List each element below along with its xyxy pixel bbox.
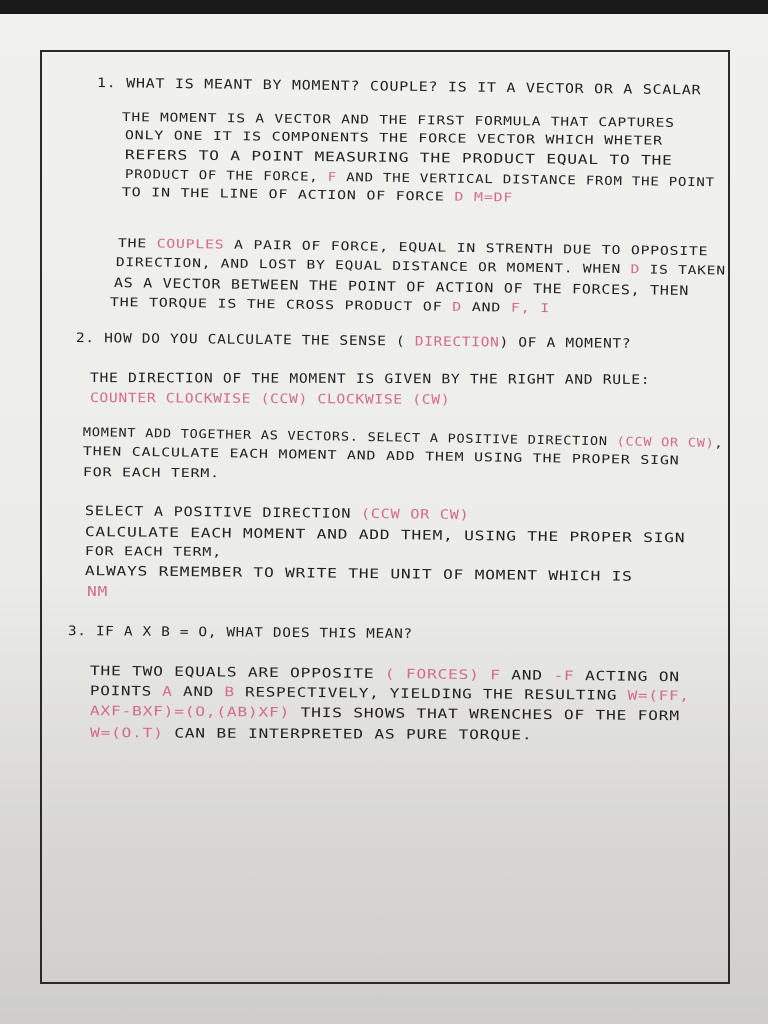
line-text: CALCULATE EACH MOMENT AND ADD THEM, USING THE PROPER SIGN (84, 525, 686, 547)
pink-highlight-text: (CCW OR CW) (616, 434, 715, 451)
line-text: AND (500, 668, 554, 684)
line-text: PRODUCT OF THE FORCE, (124, 167, 328, 184)
handwritten-line (90, 371, 650, 388)
line-text: THIS SHOWS THAT WRENCHES OF THE FORM (289, 705, 680, 725)
line-text: THE TWO EQUALS ARE OPPOSITE (89, 664, 385, 683)
line-text: MOMENT ADD TOGETHER AS VECTORS. SELECT A POSITIVE DIRECTION (82, 425, 617, 449)
line-text: FOR EACH TERM, (84, 544, 222, 559)
notebook-page (0, 14, 768, 1024)
line-text: ONLY ONE IT IS COMPONENTS THE FORCE VECTOR WHICH WHETER (124, 128, 663, 148)
pink-highlight-text: B (224, 685, 235, 701)
line-text: POINTS (89, 684, 163, 700)
handwritten-line (83, 465, 220, 480)
handwritten-line (87, 585, 108, 600)
line-text: DIRECTION, AND LOST BY EQUAL DISTANCE OR MOMENT. WHEN (115, 255, 631, 277)
line-text: THE TORQUE IS THE CROSS PRODUCT OF (109, 295, 453, 314)
line-text: 2. HOW DO YOU CALCULATE THE SENSE ( (75, 331, 415, 350)
pink-highlight-text: NM (87, 585, 109, 600)
line-text: ) OF A MOMENT? (499, 335, 632, 352)
pink-highlight-text: W=(O.T) (89, 726, 164, 742)
pink-highlight-text: (CCW OR CW) (360, 506, 470, 524)
pink-highlight-text: DIRECTION (414, 334, 500, 351)
pink-highlight-text: D (630, 262, 641, 277)
line-text: ACTING ON (574, 669, 680, 686)
pink-highlight-text: D (452, 299, 463, 314)
line-text: AND (461, 299, 511, 315)
pink-highlight-text: -F (553, 668, 575, 685)
line-text: REFERS TO A POINT MEASURING THE PRODUCT EQUAL TO THE (124, 148, 673, 169)
line-text: THEN CALCULATE EACH MOMENT AND ADD THEM USING THE PROPER SIGN (82, 444, 680, 468)
handwritten-line (68, 624, 413, 642)
line-text: CAN BE INTERPRETED AS PURE TORQUE. (163, 726, 533, 744)
line-text: 1. WHAT IS MEANT BY MOMENT? COUPLE? IS IT A VECTOR OR A SCALAR (96, 76, 702, 99)
pink-highlight-text: A (162, 684, 173, 700)
line-text: AND (172, 684, 225, 701)
pink-highlight-text: F, I (510, 300, 551, 316)
line-text: AS A VECTOR BETWEEN THE POINT OF ACTION OF THE FORCES, THEN (113, 276, 690, 300)
pink-highlight-text: AXF-BXF)=(O,(AB)XF) (89, 704, 291, 721)
line-text: SELECT A POSITIVE DIRECTION (84, 504, 362, 522)
line-text: TO IN THE LINE OF ACTION OF FORCE (121, 185, 455, 204)
pink-highlight-text: F (327, 169, 338, 184)
line-text: ALWAYS REMEMBER TO WRITE THE UNIT OF MOMENT WHICH IS (84, 564, 633, 585)
pink-highlight-text: D M=DF (454, 189, 514, 205)
pink-highlight-text: COUPLES (156, 236, 225, 252)
handwritten-line (90, 391, 450, 408)
line-text: THE MOMENT IS A VECTOR AND THE FIRST FORMULA THAT CAPTURES (121, 110, 675, 130)
line-text: A PAIR OF FORCE, EQUAL IN STRENTH DUE TO OPPOSITE (224, 237, 709, 259)
line-text: IS TAKEN (639, 262, 726, 278)
pink-highlight-text: ( FORCES) F (384, 667, 501, 684)
line-text: THE (117, 236, 157, 251)
line-text: 3. IF A X B = O, WHAT DOES THIS MEAN? (67, 624, 413, 643)
handwritten-line (90, 726, 532, 743)
line-text: , (714, 436, 724, 451)
line-text: THE DIRECTION OF THE MOMENT IS GIVEN BY THE RIGHT AND RULE: (89, 371, 651, 388)
line-text: AND THE VERTICAL DISTANCE FROM THE POINT (336, 169, 715, 190)
line-text: FOR EACH TERM. (82, 465, 220, 481)
handwritten-line (85, 544, 222, 559)
line-text: RESPECTIVELY, YIELDING THE RESULTING (234, 685, 628, 704)
pink-highlight-text: COUNTER CLOCKWISE (CCW) CLOCKWISE (CW) (89, 391, 451, 408)
pink-highlight-text: W=(FF, (627, 688, 690, 705)
